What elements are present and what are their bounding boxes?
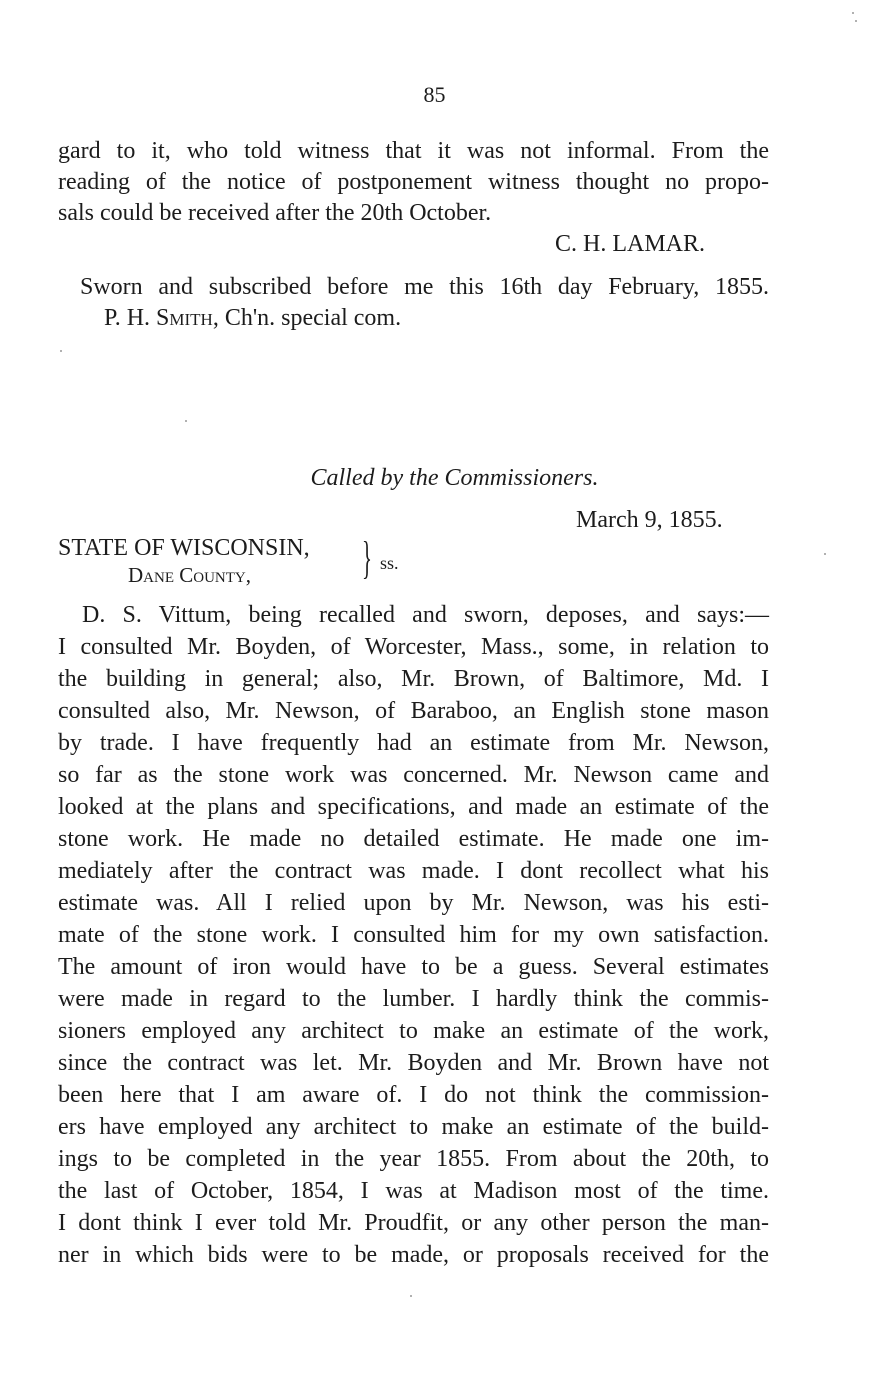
- text-line: I dont think I ever told Mr. Proudfit, or any other person the man-: [58, 1210, 769, 1236]
- text-line: stone work. He made no detailed estimate. He made one im-: [58, 826, 769, 852]
- text-line: estimate was. All I relied upon by Mr. Newson, was his esti-: [58, 890, 769, 916]
- text-line: consulted also, Mr. Newson, of Baraboo, an English stone mason: [58, 698, 769, 724]
- scan-speck: [410, 1295, 412, 1297]
- venue-ss: ss.: [380, 553, 399, 573]
- venue-county: Dane County,: [128, 563, 251, 587]
- section-heading: Called by the Commissioners.: [310, 465, 599, 491]
- text-line: ner in which bids were to be made, or proposals received for the: [58, 1242, 769, 1268]
- text-line: been here that I am aware of. I do not think the commission-: [58, 1082, 769, 1108]
- text-line: mate of the stone work. I consulted him for my own satisfaction.: [58, 922, 769, 948]
- text-line: ers have employed any architect to make an estimate of the build-: [58, 1114, 769, 1140]
- venue-state: STATE OF WISCONSIN,: [58, 535, 310, 561]
- text-line: The amount of iron would have to be a guess. Several estimates: [58, 954, 769, 980]
- text-line: D. S. Vittum, being recalled and sworn, deposes, and says:—: [82, 602, 769, 628]
- text-line: looked at the plans and specifications, and made an estimate of the: [58, 794, 769, 820]
- official-name: P. H. Smith: [104, 305, 213, 331]
- text-line: the last of October, 1854, I was at Madison most of the time.: [58, 1178, 769, 1204]
- text-line: the building in general; also, Mr. Brown, of Baltimore, Md. I: [58, 666, 769, 692]
- text-line: were made in regard to the lumber. I hardly think the commis-: [58, 986, 769, 1012]
- scan-speck: [185, 420, 187, 422]
- page-number: 85: [423, 82, 446, 107]
- text-line: I consulted Mr. Boyden, of Worcester, Mass., some, in relation to: [58, 634, 769, 660]
- scan-speck: [824, 553, 826, 555]
- scan-speck: [852, 12, 854, 14]
- text-line: so far as the stone work was concerned. Mr. Newson came and: [58, 762, 769, 788]
- official-attestation: [104, 303, 401, 333]
- testimony-date: March 9, 1855.: [576, 507, 723, 533]
- scan-speck: [60, 350, 62, 352]
- text-line: reading of the notice of postponement witness thought no propo-: [58, 169, 769, 195]
- sworn-statement: Sworn and subscribed before me this 16th day February, 1855.: [80, 274, 769, 300]
- text-line: by trade. I have frequently had an estimate from Mr. Newson,: [58, 730, 769, 756]
- text-line: gard to it, who told witness that it was not informal. From the: [58, 138, 769, 164]
- text-line: sals could be received after the 20th October.: [58, 200, 492, 226]
- witness-signature: C. H. LAMAR.: [555, 231, 706, 257]
- official-title: , Ch'n. special com.: [212, 305, 402, 331]
- text-line: ings to be completed in the year 1855. From about the 20th, to: [58, 1146, 769, 1172]
- text-line: mediately after the contract was made. I dont recollect what his: [58, 858, 769, 884]
- text-line: since the contract was let. Mr. Boyden and Mr. Brown have not: [58, 1050, 769, 1076]
- brace-icon: }: [362, 532, 372, 583]
- text-line: sioners employed any architect to make an estimate of the work,: [58, 1018, 769, 1044]
- scan-speck: [855, 20, 857, 22]
